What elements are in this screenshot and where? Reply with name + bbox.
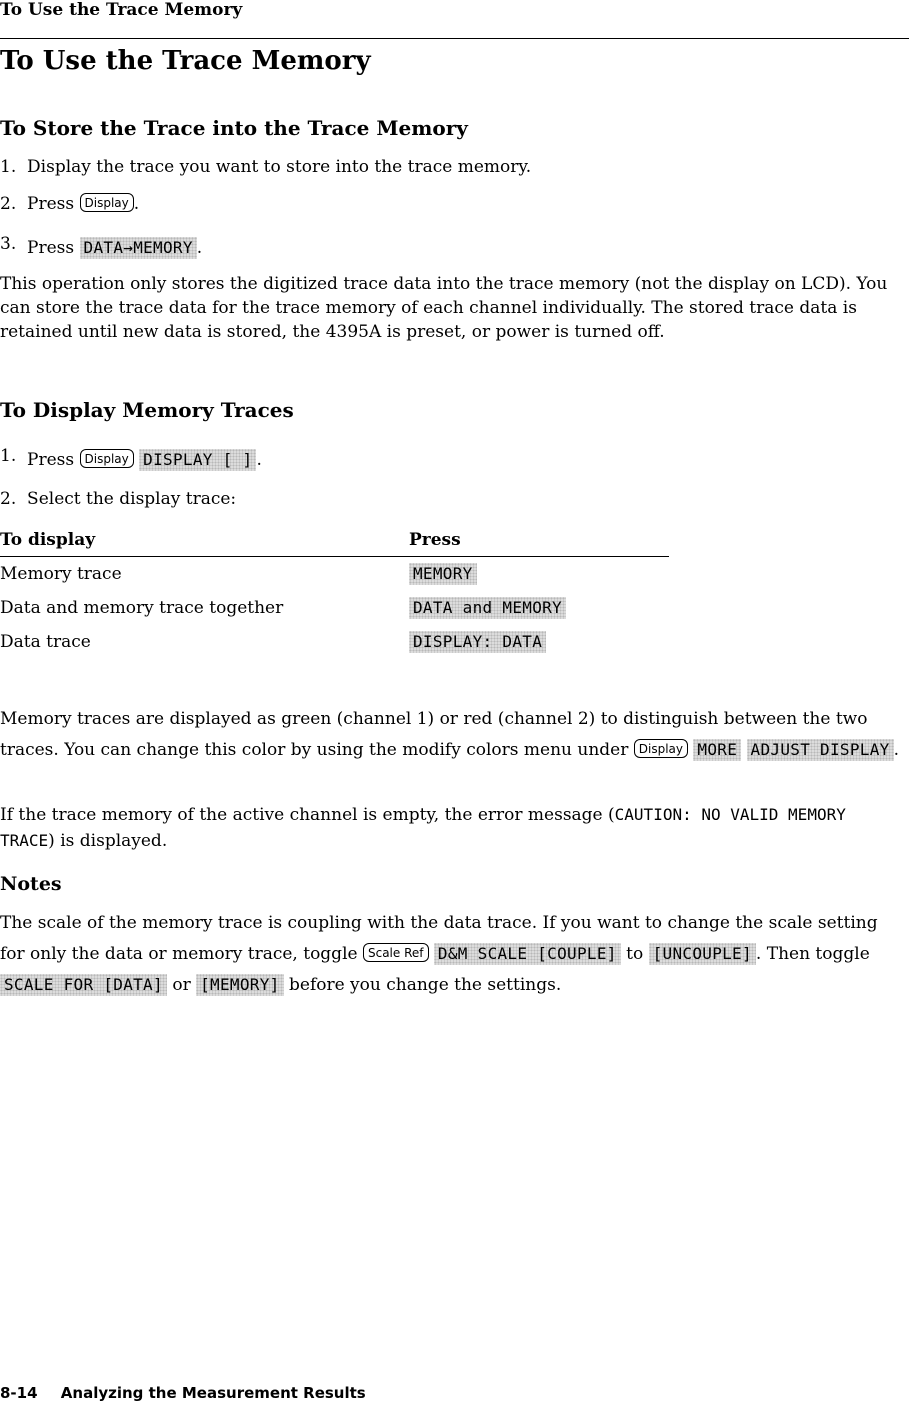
- adjust-display-softkey[interactable]: ADJUST DISPLAY: [747, 739, 894, 761]
- step-end: .: [256, 450, 262, 470]
- display-trace-table: [0, 528, 669, 659]
- notes-text: The scale of the memory trace is coupling with the data trace. If you want to change the scale setting for only the data or memory trace, toggle: [0, 913, 878, 964]
- step-end: .: [133, 194, 140, 214]
- step-press-label: Press: [27, 238, 75, 258]
- memory-bracket-softkey[interactable]: [MEMORY]: [196, 974, 283, 996]
- page-number: 8-14: [0, 1384, 38, 1402]
- header-rule: [0, 38, 909, 39]
- error-paragraph: [0, 802, 880, 854]
- error-message: CAUTION: NO VALID MEMORY TRACE: [0, 805, 846, 850]
- store-step-2: [0, 192, 139, 216]
- table-row: [0, 625, 669, 659]
- scale-ref-hardkey[interactable]: Scale Ref: [363, 943, 429, 962]
- store-paragraph: This operation only stores the digitized trace data into the trace memory (not the display on LCD). You can store the trace data for the trace memory of each channel individually. The stored trace data is retained until new data is stored, the 4395A is preset, or power is turned off.: [0, 274, 888, 342]
- page-footer: [0, 1384, 366, 1402]
- step-number: 3.: [0, 234, 17, 254]
- page-title: To Use the Trace Memory: [0, 46, 371, 76]
- row-label: Data and memory trace together: [0, 598, 284, 618]
- row-label: Data trace: [0, 632, 91, 652]
- col-header-press: Press: [409, 528, 669, 557]
- more-softkey[interactable]: MORE: [693, 739, 741, 761]
- row-label: Memory trace: [0, 564, 122, 584]
- store-step-1: [0, 155, 531, 179]
- store-heading: To Store the Trace into the Trace Memory: [0, 116, 468, 140]
- error-pre: If the trace memory of the active channel is empty, the error message (: [0, 805, 615, 825]
- colors-paragraph: [0, 704, 905, 766]
- table-row: [0, 557, 669, 592]
- step-text: Display the trace you want to store into the trace memory.: [27, 157, 532, 177]
- display-bracket-softkey[interactable]: DISPLAY [ ]: [139, 449, 256, 471]
- step-text: Select the display trace:: [27, 489, 237, 509]
- notes-paragraph: [0, 908, 895, 1001]
- display-data-softkey[interactable]: DISPLAY: DATA: [409, 631, 546, 653]
- uncouple-softkey[interactable]: [UNCOUPLE]: [649, 943, 756, 965]
- step-number: 1.: [0, 157, 17, 177]
- data-and-memory-softkey[interactable]: DATA and MEMORY: [409, 597, 566, 619]
- display-step-1: [0, 444, 262, 472]
- step-number: 2.: [0, 194, 17, 214]
- running-header: To Use the Trace Memory: [0, 0, 243, 20]
- data-to-memory-softkey[interactable]: DATA→MEMORY: [80, 237, 197, 259]
- colors-end: .: [893, 740, 899, 760]
- colors-text: Memory traces are displayed as green (channel 1) or red (channel 2) to distinguish between the two traces. You can change this color by using the modify colors menu under: [0, 709, 868, 760]
- step-number: 2.: [0, 489, 17, 509]
- col-header-to-display: To display: [0, 528, 409, 557]
- notes-then: . Then toggle: [755, 944, 870, 964]
- scale-for-data-softkey[interactable]: SCALE FOR [DATA]: [0, 974, 167, 996]
- dm-scale-couple-softkey[interactable]: D&M SCALE [COUPLE]: [434, 943, 621, 965]
- display-hardkey[interactable]: Display: [634, 739, 688, 758]
- step-number: 1.: [0, 446, 17, 466]
- store-step-3: [0, 232, 202, 260]
- notes-or: or: [172, 975, 191, 995]
- step-press-label: Press: [27, 194, 75, 214]
- display-hardkey[interactable]: Display: [80, 449, 134, 468]
- error-post: ) is displayed.: [48, 831, 168, 851]
- display-step-2: [0, 487, 236, 511]
- display-hardkey[interactable]: Display: [80, 193, 134, 212]
- step-press-label: Press: [27, 450, 75, 470]
- step-end: .: [196, 238, 203, 258]
- notes-end: before you change the settings.: [289, 975, 562, 995]
- chapter-title: Analyzing the Measurement Results: [60, 1384, 366, 1402]
- table-row: [0, 591, 669, 625]
- notes-to: to: [626, 944, 644, 964]
- display-heading: To Display Memory Traces: [0, 398, 294, 422]
- memory-softkey[interactable]: MEMORY: [409, 563, 477, 585]
- notes-heading: Notes: [0, 873, 62, 895]
